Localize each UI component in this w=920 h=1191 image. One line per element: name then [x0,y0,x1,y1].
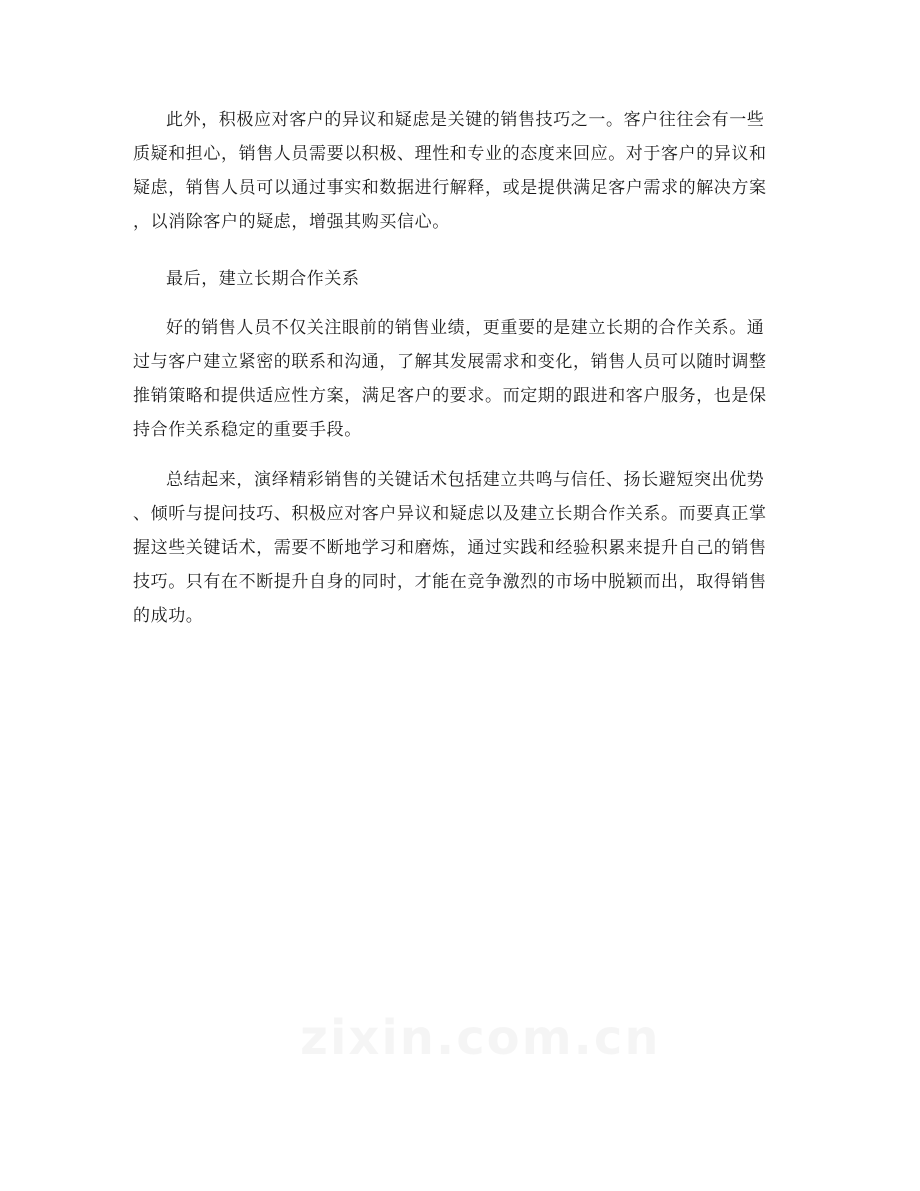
paragraph-1-line-1: 此外，积极应对客户的异议和疑虑是关键的销售技巧之一。客户往往会有一些 [166,110,765,130]
paragraph-1-line-3: 疑虑，销售人员可以通过事实和数据进行解释，或是提供满足客户需求的解决方案 [133,178,767,198]
paragraph-1-line-2: 质疑和担心，销售人员需要以积极、理性和专业的态度来回应。对于客户的异议和 [133,144,767,164]
paragraph-3-line-5: 的成功。 [133,606,204,626]
paragraph-2-line-4: 持合作关系稳定的重要手段。 [133,420,362,440]
paragraph-3-line-1: 总结起来，演绎精彩销售的关键话术包括建立共鸣与信任、扬长避短突出优势 [166,470,765,490]
paragraph-2-line-1: 好的销售人员不仅关注眼前的销售业绩，更重要的是建立长期的合作关系。通 [166,318,765,338]
paragraph-2-line-2: 过与客户建立紧密的联系和沟通，了解其发展需求和变化，销售人员可以随时调整 [133,352,767,372]
paragraph-3-line-4: 技巧。只有在不断提升自身的同时，才能在竞争激烈的市场中脱颖而出，取得销售 [133,572,767,592]
paragraph-3-line-2: 、倾听与提问技巧、积极应对客户异议和疑虑以及建立长期合作关系。而要真正掌 [133,504,767,524]
section-heading: 最后，建立长期合作关系 [166,269,360,289]
paragraph-3-line-3: 握这些关键话术，需要不断地学习和磨炼，通过实践和经验积累来提升自己的销售 [133,538,767,558]
paragraph-1-line-4: ，以消除客户的疑虑，增强其购买信心。 [133,212,450,232]
watermark [300,1010,620,1066]
paragraph-2-line-3: 推销策略和提供适应性方案，满足客户的要求。而定期的跟进和客户服务，也是保 [133,386,767,406]
